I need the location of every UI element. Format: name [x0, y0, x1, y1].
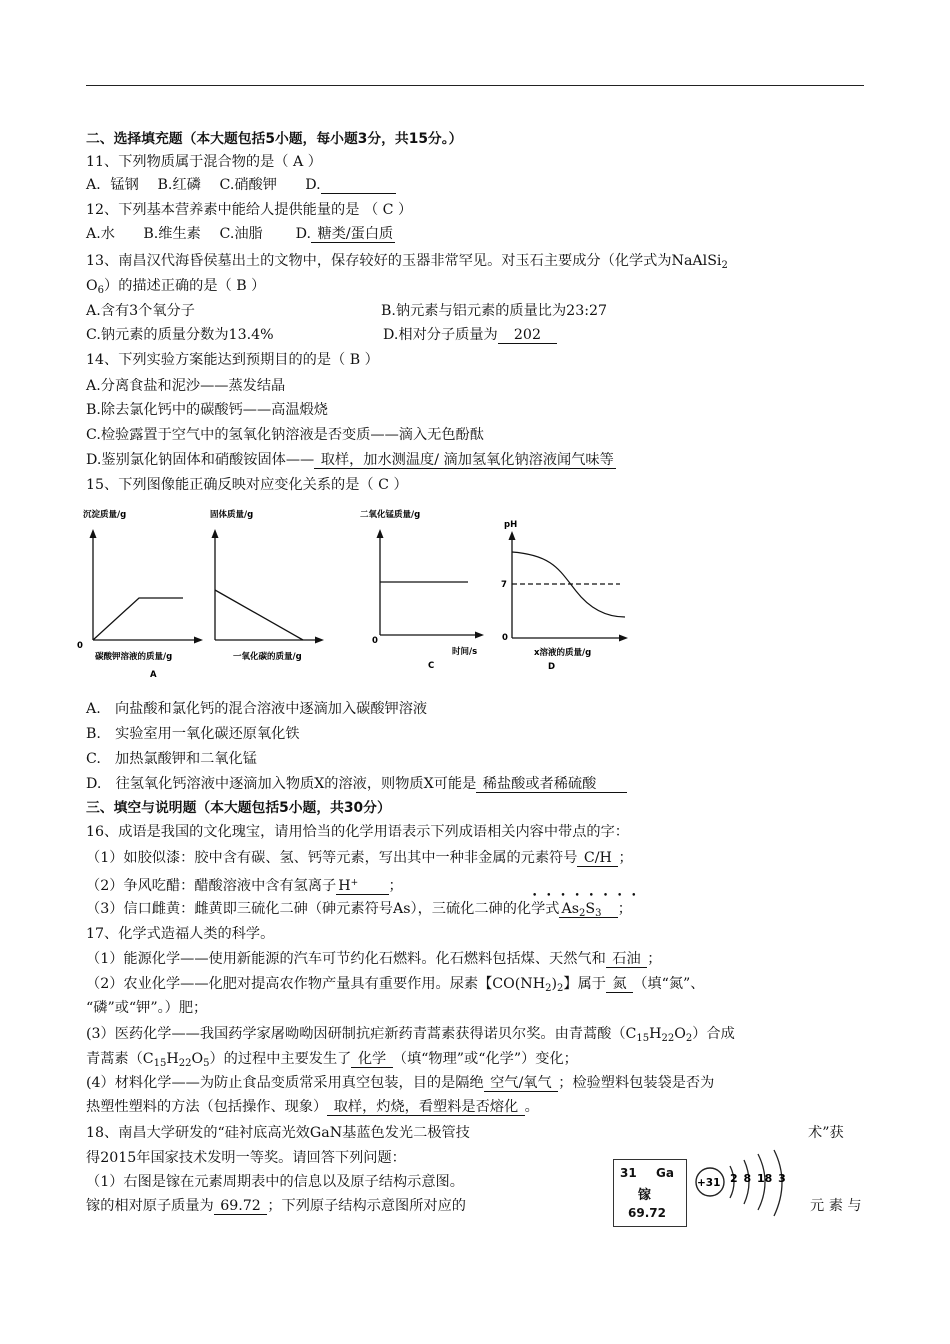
element-symbol: Ga [656, 1166, 674, 1180]
nucleus-charge: +31 [697, 1177, 721, 1189]
graph-a-xlabel: 碳酸钾溶液的质量/g [95, 652, 173, 662]
q11-blank [321, 177, 396, 194]
graph-b [205, 505, 335, 680]
q15-option-d: D. 往氢氧化钙溶液中逐滴加入物质X的溶液，则物质X可能是 稀盐酸或者稀硫酸 [86, 776, 625, 792]
graph-c-xlabel: 时间/s [452, 647, 478, 657]
q14-option-c: C.检验露置于空气中的氢氧化钠溶液是否变质——滴入无色酚酞 [86, 427, 484, 443]
top-rule [86, 85, 864, 86]
q14-option-a: A.分离食盐和泥沙——蒸发结晶 [86, 378, 286, 394]
graph-c [360, 505, 490, 680]
q13-blank: 202 [499, 327, 556, 343]
q18-line2: 得2015年国家技术发明一等奖。请回答下列问题： [86, 1150, 406, 1166]
q15-option-c: C. 加热氯酸钾和二氧化锰 [86, 751, 257, 767]
q13-option-a: A.含有3个氧分子 [86, 303, 195, 319]
q12-stem: 12、下列基本营养素中能给人提供能量的是 （ C ） [86, 202, 413, 218]
q17-blank2: 氮 [607, 976, 632, 992]
q16-blank1: C/H [579, 850, 617, 866]
q13-option-d: D.相对分子质量为 202 [383, 327, 556, 343]
q13-option-c: C.钠元素的质量分数为13.4% [86, 327, 274, 343]
q17-blank5: 取样，灼烧，看塑料是否熔化 [329, 1099, 523, 1115]
q16-emphasis-dots: • • • • • • • • [532, 891, 640, 901]
graph-a-origin: 0 [77, 641, 83, 651]
q12-blank: 糖类/蛋白质 [313, 226, 394, 242]
graph-c-ylabel: 二氧化锰质量/g [360, 510, 421, 520]
graph-a-ylabel: 沉淀质量/g [83, 510, 127, 520]
atomic-mass: 69.72 [628, 1206, 666, 1220]
q15-option-b: B. 实验室用一氧化碳还原氧化铁 [86, 726, 300, 742]
q11-stem: 11、下列物质属于混合物的是（ A ） [86, 154, 322, 170]
atomic-number: 31 [620, 1166, 637, 1180]
q14-stem: 14、下列实验方案能达到预期目的的是（ B ） [86, 352, 379, 368]
q15-option-a: A. 向盐酸和氯化钙的混合溶液中逐滴加入碳酸钾溶液 [86, 701, 428, 717]
graph-b-xlabel: 一氧化碳的质量/g [233, 652, 302, 662]
q14-blank: 取样，加水测温度/ 滴加氢氧化钠溶液闻气味等 [316, 452, 614, 468]
q17-stem: 17、化学式造福人类的科学。 [86, 926, 275, 942]
element-name: 镓 [638, 1188, 652, 1203]
q11-options: A．锰钢 B.红磷 C.硝酸钾 D. [86, 176, 396, 194]
q16-line2: （2）争风吃醋：醋酸溶液中含有氢离子 H+ ； [86, 878, 403, 894]
q14-option-b: B.除去氯化钙中的碳酸钙——高温煅烧 [86, 402, 328, 418]
q18-blank1: 69.72 [215, 1198, 266, 1214]
q16-blank3: $As_2S_3$ [559, 901, 617, 918]
q12-options: A.水 B.维生素 C.油脂 D. 糖类/蛋白质 [86, 226, 394, 242]
q13-stem: 13、南昌汉代海昏侯墓出土的文物中，保存较好的玉器非常罕见。对玉石主要成分（化学式为NaAlSi$_2$ [86, 253, 728, 271]
graph-d-mark: 7 [501, 580, 507, 590]
q17-blank4: 空气/氧气 [485, 1075, 557, 1091]
graph-d-origin: 0 [502, 633, 508, 643]
graph-a [75, 505, 205, 680]
electron-shells: 2 8 18 3 [730, 1172, 786, 1185]
q17-line4-cont: 热塑性塑料的方法（包括操作、现象） 取样，灼烧，看塑料是否熔化 。 [86, 1099, 539, 1115]
q13-stem-cont: $O_6$）的描述正确的是（ B ） [86, 278, 266, 296]
gallium-atom-structure [692, 1148, 802, 1232]
q18-line4-end: 元 素 与 [810, 1198, 862, 1214]
q16-line1: （1）如胶似漆：胶中含有碳、氢、钙等元素，写出其中一种非金属的元素符号 C/H ； [86, 850, 633, 866]
q17-line1: （1）能源化学——使用新能源的汽车可节约化石燃料。化石燃料包括煤、天然气和 石油 ； [86, 951, 662, 967]
graph-d [498, 505, 638, 680]
q16-line3: （3）信口雌黄：雌黄即三硫化二砷（砷元素符号As），三硫化二砷的化学式 $As_2S_3$ ； [86, 901, 632, 919]
q18-line1-end: 术”获 [808, 1125, 844, 1141]
q17-line3: (3）医药化学——我国药学家屠呦呦因研制抗疟新药青蒿素获得诺贝尔奖。由青蒿酸$(C_{15}H_{22}O_2)$合成 [86, 1026, 735, 1044]
graph-b-ylabel: 固体质量/g [210, 510, 254, 520]
q17-line3-cont: 青蒿素$(C_{15}H_{22}O_5)$的过程中主要发生了 化学 （填“物理”或“化学”）变化； [86, 1051, 578, 1069]
section2-header: 二、选择填充题（本大题包括5小题，每小题3分，共15分。） [86, 131, 463, 147]
q16-stem: 16、成语是我国的文化瑰宝，请用恰当的化学用语表示下列成语相关内容中带点的字： [86, 824, 629, 840]
graph-d-xlabel: x溶液的质量/g [534, 648, 592, 658]
q17-line2: （2）农业化学——化肥对提高农作物产量具有重要作用。尿素【$CO(NH_2)_2$】属于 氮 （填“氮”、 [86, 976, 705, 994]
q17-blank1: 石油 [607, 951, 646, 967]
q18-line4: 镓的相对原子质量为 69.72 ；下列原子结构示意图所对应的 [86, 1198, 466, 1214]
graph-c-letter: C [428, 661, 435, 671]
gallium-element-tile [613, 1159, 687, 1227]
q16-blank2: H+ [336, 878, 388, 895]
q14-option-d: D.鉴别氯化钠固体和硝酸铵固体—— 取样，加水测温度/ 滴加氢氧化钠溶液闻气味等 [86, 452, 614, 468]
q18-line1: 18、南昌大学研发的“硅衬底高光效GaN基蓝色发光二极管技 [86, 1125, 470, 1141]
q13-option-b: B.钠元素与铝元素的质量比为23:27 [381, 303, 608, 319]
graph-a-letter: A [150, 670, 157, 680]
q15-stem: 15、下列图像能正确反映对应变化关系的是（ C ） [86, 477, 408, 493]
graph-c-origin: 0 [372, 636, 378, 646]
graph-d-ylabel: pH [504, 520, 518, 530]
graph-d-letter: D [548, 662, 556, 672]
q17-line4: (4）材料化学——为防止食品变质常采用真空包装，目的是隔绝 空气/氧气 ；检验塑料包装袋是否为 [86, 1075, 715, 1091]
q17-line2-cont: “磷”或“钾”。）肥； [86, 1000, 208, 1016]
section3-header: 三、填空与说明题（本大题包括5小题，共30分） [86, 800, 391, 816]
q17-blank3: 化学 [353, 1051, 391, 1067]
q15-blank: 稀盐酸或者稀硫酸 [478, 776, 625, 792]
q18-line3: （1）右图是镓在元素周期表中的信息以及原子结构示意图。 [86, 1174, 464, 1190]
